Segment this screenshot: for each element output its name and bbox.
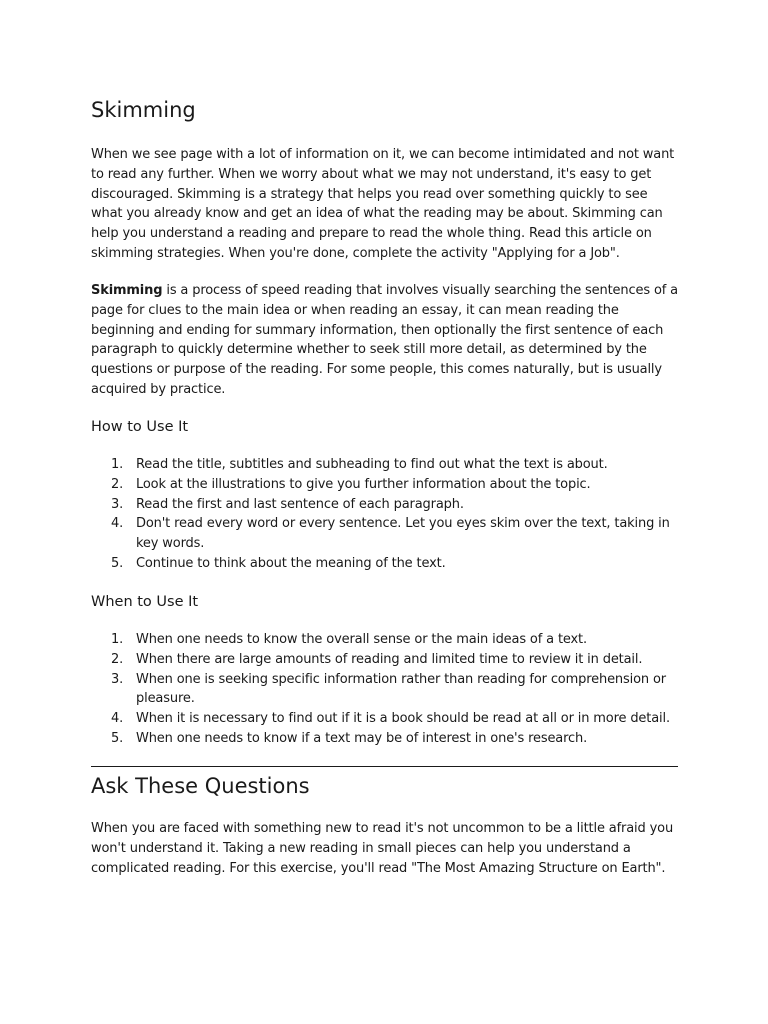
section-divider bbox=[91, 766, 678, 767]
list-number: 2. bbox=[111, 651, 124, 667]
list-number: 4. bbox=[111, 516, 124, 532]
list-item bbox=[91, 650, 679, 670]
ask-questions-paragraph: When you are faced with something new to read it's not uncommon to be a little afraid you won't understand it. Taking a new reading in small pieces can help you understand a complicated reading. For this exercise, you'll read "The Most Amazing Structure on Earth". bbox=[91, 821, 674, 876]
list-item bbox=[91, 475, 679, 495]
list-text: Read the title, subtitles and subheading to find out what the text is about. bbox=[136, 457, 608, 472]
definition-paragraph bbox=[91, 281, 679, 400]
list-item bbox=[91, 670, 679, 710]
list-text: When one needs to know the overall sense or the main ideas of a text. bbox=[136, 632, 587, 647]
heading-when-to-use: When to Use It bbox=[91, 594, 199, 610]
list-number: 2. bbox=[111, 476, 124, 492]
list-item bbox=[91, 455, 679, 475]
list-item bbox=[91, 729, 679, 749]
list-text: Look at the illustrations to give you further information about the topic. bbox=[136, 476, 591, 492]
list-number: 5. bbox=[111, 555, 124, 571]
list-text: When one needs to know if a text may be of interest in one's research. bbox=[136, 730, 588, 746]
list-number: 3. bbox=[111, 671, 124, 687]
list-item bbox=[91, 554, 679, 574]
list-item bbox=[91, 630, 679, 650]
list-text: Continue to think about the meaning of the text. bbox=[136, 555, 446, 571]
definition-text: is a process of speed reading that involves visually searching the sentences of a page for clues to the main idea or when reading an essay, it can mean reading the beginning and ending for summary information, then optionally the first sentence of each paragraph to quickly determine whether to seek still more detail, as determined by the questions or purpose of the reading. For some people, this comes naturally, but is usually acquired by practice. bbox=[91, 283, 678, 397]
list-number: 1. bbox=[111, 457, 124, 472]
when-to-use-list bbox=[91, 630, 679, 749]
intro-paragraph: When we see page with a lot of information on it, we can become intimidated and not want to read any further. When we worry about what we may not understand, it's easy to get discouraged. Skimming is a strategy that helps you read over something quickly to see what you already know and get an idea of what the reading may be about. Skimming can help you understand a reading and prepare to read the whole thing. Read this article on skimming strategies. When you're done, complete the activity "Applying for a Job". bbox=[91, 147, 675, 261]
heading-how-to-use: How to Use It bbox=[91, 419, 189, 435]
list-text: Don't read every word or every sentence. Let you eyes skim over the text, taking in key words. bbox=[136, 516, 670, 552]
section-title-ask-questions: Ask These Questions bbox=[91, 774, 310, 798]
list-text: When one is seeking specific information rather than reading for comprehension or pleasure. bbox=[136, 671, 666, 707]
list-number: 4. bbox=[111, 711, 124, 727]
section-title-skimming: Skimming bbox=[91, 98, 196, 122]
list-item bbox=[91, 709, 679, 729]
list-number: 3. bbox=[111, 496, 124, 512]
how-to-use-list bbox=[91, 455, 679, 574]
list-item bbox=[91, 495, 679, 515]
list-number: 5. bbox=[111, 730, 124, 746]
list-text: When there are large amounts of reading and limited time to review it in detail. bbox=[136, 651, 643, 667]
list-text: Read the first and last sentence of each paragraph. bbox=[136, 496, 464, 512]
definition-term: Skimming bbox=[91, 283, 163, 298]
list-item bbox=[91, 514, 679, 554]
list-number: 1. bbox=[111, 632, 124, 647]
list-text: When it is necessary to find out if it is a book should be read at all or in more detail. bbox=[136, 711, 670, 727]
